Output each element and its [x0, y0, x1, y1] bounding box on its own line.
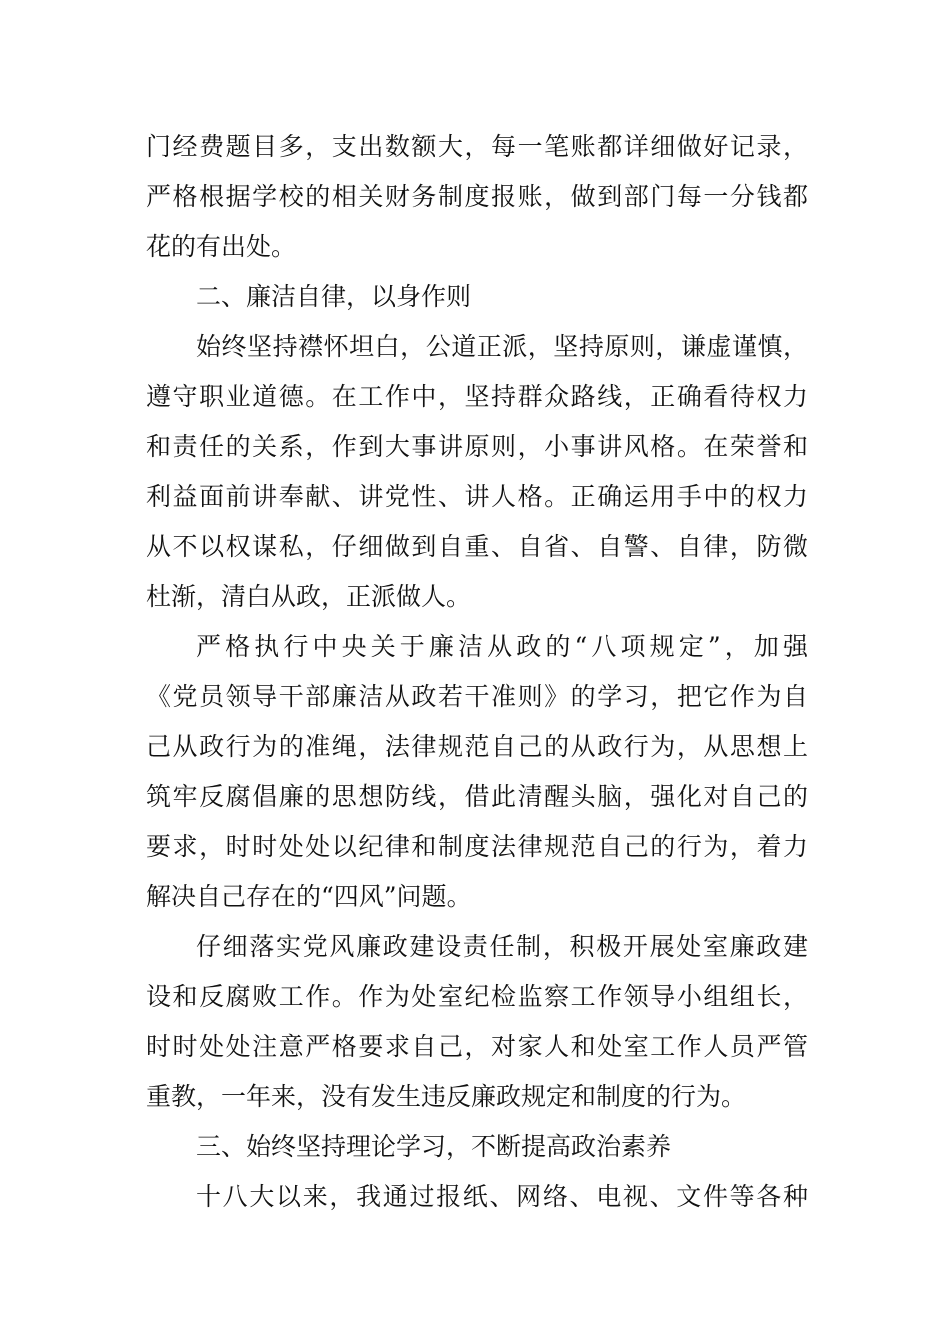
text-line: 十八大以来，我通过报纸、网络、电视、文件等各种 — [196, 1182, 808, 1211]
section-heading: 三、始终坚持理论学习，不断提高政治素养 — [196, 1132, 672, 1161]
text-line: 时时处处注意严格要求自己，对家人和处室工作人员严管 — [146, 1032, 808, 1061]
text-line: 设和反腐败工作。作为处室纪检监察工作领导小组组长， — [146, 982, 808, 1011]
text-line: 《党员领导干部廉洁从政若干准则》的学习，把它作为自 — [146, 682, 808, 711]
text-line: 要求，时时处处以纪律和制度法律规范自己的行为，着力 — [146, 832, 808, 861]
text-line: 重教，一年来，没有发生违反廉政规定和制度的行为。 — [146, 1082, 747, 1111]
text-line: 严格根据学校的相关财务制度报账，做到部门每一分钱都 — [146, 182, 808, 211]
text-line: 利益面前讲奉献、讲党性、讲人格。正确运用手中的权力 — [146, 482, 808, 511]
text-line: 杜渐，清白从政，正派做人。 — [146, 582, 472, 611]
text-line: 遵守职业道德。在工作中，坚持群众路线，正确看待权力 — [146, 382, 808, 411]
text-line: 己从政行为的准绳，法律规范自己的从政行为，从思想上 — [146, 732, 808, 761]
text-line: 解决自己存在的“四风”问题。 — [146, 882, 472, 911]
section-heading: 二、廉洁自律，以身作则 — [196, 282, 472, 311]
text-line: 和责任的关系，作到大事讲原则，小事讲风格。在荣誉和 — [146, 432, 808, 461]
text-line: 从不以权谋私，仔细做到自重、自省、自警、自律，防微 — [146, 532, 808, 561]
text-line: 门经费题目多，支出数额大，每一笔账都详细做好记录， — [146, 132, 808, 161]
text-line: 仔细落实党风廉政建设责任制，积极开展处室廉政建 — [196, 932, 808, 961]
text-line: 严格执行中央关于廉洁从政的“八项规定”，加强 — [196, 632, 808, 661]
text-line: 花的有出处。 — [146, 232, 297, 261]
text-line: 始终坚持襟怀坦白，公道正派，坚持原则，谦虚谨慎， — [196, 332, 808, 361]
text-line: 筑牢反腐倡廉的思想防线，借此清醒头脑，强化对自己的 — [146, 782, 808, 811]
